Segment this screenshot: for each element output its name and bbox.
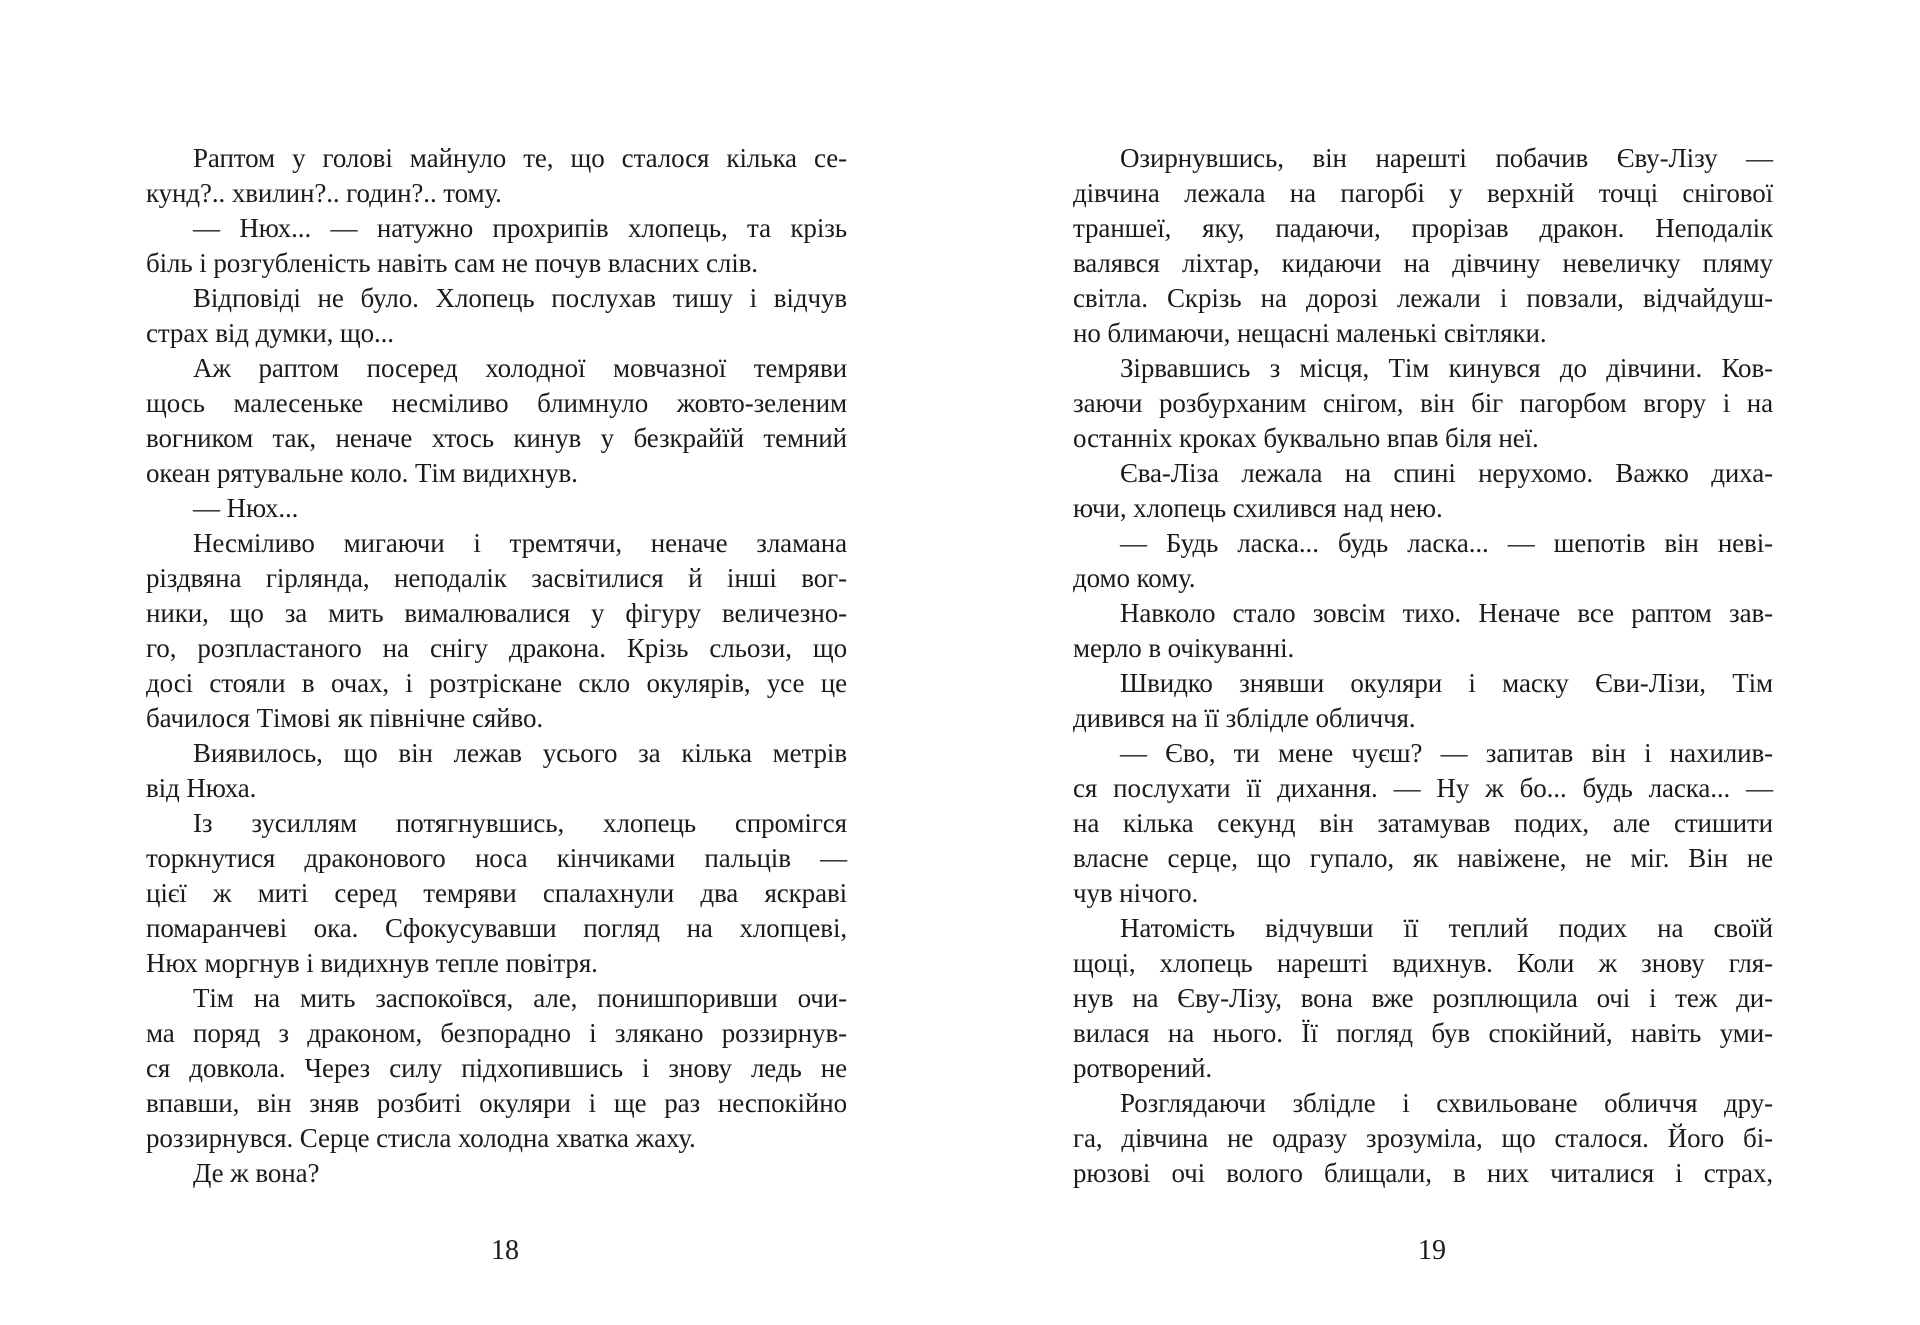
text-line: роззирнувся. Серце стисла холодна хватка жаху. xyxy=(146,1123,696,1153)
text-line: траншеї, яку, падаючи, прорізав дракон. Неподалік xyxy=(1073,213,1773,243)
right-page xyxy=(1073,0,1773,1325)
text-line: Швидко знявши окуляри і маску Єви-Лізи, Тім xyxy=(1120,668,1773,698)
text-line: бачилося Тімові як північне сяйво. xyxy=(146,703,544,733)
text-line: Аж раптом посеред холодної мовчазної темряви xyxy=(193,353,847,383)
text-line: ся послухати її дихання. — Ну ж бо... будь ласка... — xyxy=(1073,773,1773,803)
text-line: Зірвавшись з місця, Тім кинувся до дівчини. Ков- xyxy=(1120,353,1773,383)
text-line: торкнутися драконового носа кінчиками пальців — xyxy=(146,843,847,873)
text-line: рюзові очі вологo блищали, в них читалися і страх, xyxy=(1073,1158,1773,1188)
text-line: страх від думки, що... xyxy=(146,318,394,348)
text-line: Єва-Ліза лежала на спині нерухомо. Важко диха- xyxy=(1120,458,1773,488)
right-page-text xyxy=(1073,141,1773,1191)
text-line: ники, що за мить вималювалися у фігуру величезно- xyxy=(146,598,847,628)
text-line: різдвяна гірлянда, неподалік засвітилися й інші вог- xyxy=(146,563,847,593)
text-line: власне серце, що гупало, як навіжене, не міг. Він не xyxy=(1073,843,1773,873)
text-line: цієї ж миті серед темряви спалахнули два яскраві xyxy=(146,878,847,908)
text-line: го, розпластаного на снігу дракона. Крізь сльози, що xyxy=(146,633,847,663)
text-line: Тім на мить заспокоївся, але, понишпоривши очи- xyxy=(193,983,847,1013)
text-line: останніх кроках буквально впав біля неї. xyxy=(1073,423,1539,453)
text-line: досі стояли в очах, і розтріскане скло окулярів, усе це xyxy=(146,668,847,698)
text-line: Де ж вона? xyxy=(193,1158,320,1188)
text-line: мерло в очікуванні. xyxy=(1073,633,1295,663)
text-line: Виявилось, що він лежав усього за кілька метрів xyxy=(193,738,847,768)
text-line: — Нюх... — натужно прохрипів хлопець, та крізь xyxy=(193,213,847,243)
page-number-right: 19 xyxy=(1418,1235,1446,1266)
text-line: вогником так, неначе хтось кинув у безкрайїй темний xyxy=(146,423,847,453)
text-line: Несміливо мигаючи і тремтячи, неначе зламана xyxy=(193,528,847,558)
text-line: океан рятувальне коло. Тім видихнув. xyxy=(146,458,578,488)
text-line: світла. Скрізь на дорозі лежали і повзали, відчайдуш- xyxy=(1073,283,1773,313)
text-line: помаранчеві ока. Сфокусувавши погляд на хлопцеві, xyxy=(146,913,847,943)
text-line: Розглядаючи зблідле і схвильоване обличчя дру- xyxy=(1120,1088,1773,1118)
text-line: чув нічого. xyxy=(1073,878,1199,908)
text-line: щоці, хлопець нарешті вдихнув. Коли ж знову гля- xyxy=(1073,948,1773,978)
text-line: — Будь ласка... будь ласка... — шепотів він неві- xyxy=(1120,528,1773,558)
text-line: на кілька секунд він затамував подих, але стишити xyxy=(1073,808,1773,838)
page-number-left: 18 xyxy=(491,1235,519,1266)
text-line: домо кому. xyxy=(1073,563,1196,593)
text-line: Навколо стало зовсім тихо. Неначе все раптом зав- xyxy=(1120,598,1773,628)
text-line: впавши, він зняв розбиті окуляри і ще раз неспокійно xyxy=(146,1088,847,1118)
text-line: Озирнувшись, він нарешті побачив Єву-Лізу — xyxy=(1120,143,1773,173)
text-line: ма поряд з драконом, безпорадно і злякано роззирнув- xyxy=(146,1018,847,1048)
text-line: но блимаючи, нещасні маленькі світляки. xyxy=(1073,318,1547,348)
text-line: нув на Єву-Лізу, вона вже розплющила очі і теж ди- xyxy=(1073,983,1773,1013)
text-line: дивився на її зблідле обличчя. xyxy=(1073,703,1416,733)
text-line: — Нюх... xyxy=(193,493,299,523)
text-line: Нюх моргнув і видихнув тепле повітря. xyxy=(146,948,598,978)
text-line: валявся ліхтар, кидаючи на дівчину невеличку пляму xyxy=(1073,248,1773,278)
left-page xyxy=(146,0,847,1325)
text-line: вилася на нього. Її погляд був спокійний, навіть уми- xyxy=(1073,1018,1773,1048)
text-line: Раптом у голові майнуло те, що сталося кілька се- xyxy=(193,143,847,173)
text-line: від Нюха. xyxy=(146,773,257,803)
text-line: Натомість відчувши її теплий подих на своїй xyxy=(1120,913,1773,943)
text-line: заючи розбурханим снігом, він біг пагорбом вгору і на xyxy=(1073,388,1773,418)
left-page-text xyxy=(146,141,847,1191)
text-line: біль і розгубленість навіть сам не почув власних слів. xyxy=(146,248,758,278)
text-line: Відповіді не було. Хлопець послухав тишу і відчув xyxy=(193,283,847,313)
text-line: Із зусиллям потягнувшись, хлопець спромігся xyxy=(193,808,847,838)
text-line: ротворений. xyxy=(1073,1053,1212,1083)
text-line: дівчина лежала на пагорбі у верхній точці снігової xyxy=(1073,178,1773,208)
text-line: кунд?.. хвилин?.. годин?.. тому. xyxy=(146,178,502,208)
text-line: га, дівчина не одразу зрозуміла, що сталося. Його бі- xyxy=(1073,1123,1773,1153)
text-line: щось малесеньке несміливо блимнуло жовто-зеленим xyxy=(146,388,847,418)
text-line: ючи, хлопець схилився над нею. xyxy=(1073,493,1443,523)
text-line: ся довкола. Через силу підхопившись і знову ледь не xyxy=(146,1053,847,1083)
text-line: — Єво, ти мене чуєш? — запитав він і нахилив- xyxy=(1120,738,1773,768)
